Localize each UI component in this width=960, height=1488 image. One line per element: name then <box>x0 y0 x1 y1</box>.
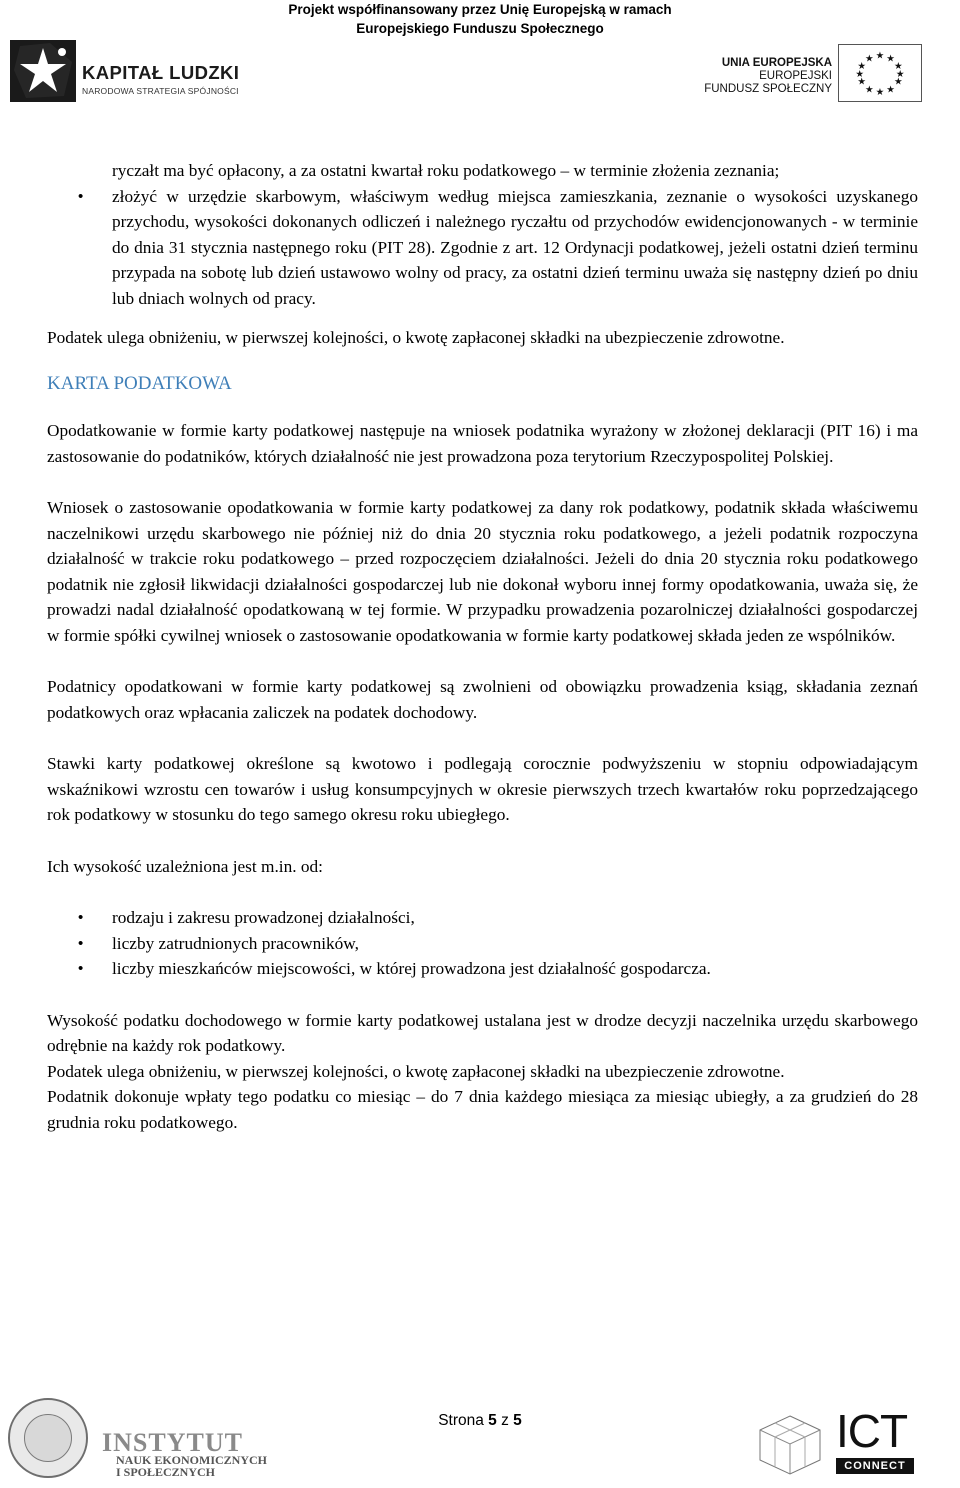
paragraph-6: Wysokość podatku dochodowego w formie karty podatkowej ustalana jest w drodze decyzji naczelnika urzędu skarbowego odrębnie na każdy rok podatkowy. <box>47 1010 918 1055</box>
svg-text:★: ★ <box>865 53 874 65</box>
eu-logo-line1: UNIA EUROPEJSKA <box>721 57 832 69</box>
kapital-ludzki-title: KAPITAŁ LUDZKI <box>82 62 240 83</box>
eu-logo <box>694 44 944 104</box>
page-separator: z <box>501 1412 509 1429</box>
institute-seal-icon <box>8 1398 88 1478</box>
svg-text:★: ★ <box>894 61 903 73</box>
ict-cube-icon <box>752 1412 828 1476</box>
eu-logo-text <box>704 57 832 96</box>
svg-text:★: ★ <box>857 76 866 88</box>
paragraph-3: Podatnicy opodatkowani w formie karty podatkowej są zwolnieni od obowiązku prowadzenia ksiąg, składania zeznań podatkowych oraz wpłacania zaliczek na podatek dochodowy. <box>47 677 918 722</box>
institute-logo-line3: I SPOŁECZNYCH <box>116 1465 216 1479</box>
page-label: Strona <box>438 1412 484 1429</box>
svg-text:★: ★ <box>886 84 895 96</box>
svg-text:★: ★ <box>875 87 885 99</box>
paragraph-tax-reduction: Podatek ulega obniżeniu, w pierwszej kolejności, o kwotę zapłaconej składki na ubezpieczenie zdrowotne. <box>47 328 785 347</box>
bullet-list <box>47 905 918 982</box>
eu-flag-icon <box>838 44 922 102</box>
banner-line-1: Projekt współfinansowany przez Unię Europejską w ramach <box>288 2 672 17</box>
institute-logo-line2: NAUK EKONOMICZNYCH <box>116 1453 268 1467</box>
paragraph-5: Ich wysokość uzależniona jest m.in. od: <box>47 856 323 876</box>
document-body <box>47 158 918 1135</box>
ict-connect-label: CONNECT <box>836 1458 914 1474</box>
svg-text:★: ★ <box>855 68 865 80</box>
svg-text:★: ★ <box>875 50 885 62</box>
eu-logo-line2: EUROPEJSKI <box>759 70 832 82</box>
svg-text:★: ★ <box>895 68 905 80</box>
list-item: • liczby mieszkańców miejscowości, w której prowadzona jest działalność gospodarcza. <box>47 956 918 982</box>
svg-text:★: ★ <box>857 61 866 73</box>
institute-logo <box>4 1392 268 1486</box>
paragraph-4: Stawki karty podatkowej określone są kwotowo i podlegają corocznie podwyższeniu w stopniu odpowiadającym wskaźnikowi wzrostu cen towarów i usług konsumpcyjnych w okresie pierwszych trzech kwartałów roku poprzedzającego rok podatkowy w stosunku do tego samego okresu roku ubiegłego. <box>47 754 918 824</box>
ict-word: ICT <box>836 1405 908 1457</box>
institute-logo-line1: INSTYTUT <box>102 1428 243 1457</box>
continued-paragraph: ryczałt ma być opłacony, a za ostatni kwartał roku podatkowego – w terminie złożenia zeznania; <box>112 161 780 180</box>
svg-text:★: ★ <box>865 84 874 96</box>
institute-logo-subtitle <box>116 1454 267 1478</box>
svg-text:★: ★ <box>894 76 903 88</box>
list-item: • rodzaju i zakresu prowadzonej działalności, <box>47 905 918 931</box>
page-current: 5 <box>488 1412 497 1429</box>
section-heading-karta-podatkowa: KARTA PODATKOWA <box>47 372 232 394</box>
paragraph-8: Podatnik dokonuje wpłaty tego podatku co miesiąc – do 7 dnia każdego miesiąca za miesiąc ubiegły, a za grudzień do 28 grudnia roku podatkowego. <box>47 1087 918 1132</box>
kapital-ludzki-logo <box>10 40 280 102</box>
bullet-item-submit-return: • złożyć w urzędzie skarbowym, właściwym według miejsca zamieszkania, zeznanie o wysokości uzyskanego przychodu, wysokości dokonanych odliczeń i należnego ryczałtu od przychodów ewidencjonowanych - w terminie do dnia 31 stycznia następnego roku (PIT 28). Zgodnie z art. 12 Ordynacji podatkowej, jeżeli ostatni dzień terminu przypada na sobotę lub dzień ustawowo wolny od pracy, za ostatni dzień terminu uważa się następny dzień po dniu lub dniach wolnych od pracy. <box>47 184 918 312</box>
page-total: 5 <box>513 1412 522 1429</box>
list-item: • liczby zatrudnionych pracowników, <box>47 931 918 957</box>
paragraph-7: Podatek ulega obniżeniu, w pierwszej kolejności, o kwotę zapłaconej składki na ubezpieczenie zdrowotne. <box>47 1061 785 1081</box>
header-banner <box>0 0 960 38</box>
ict-connect-logo <box>752 1405 922 1480</box>
paragraph-1: Opodatkowanie w formie karty podatkowej następuje na wniosek podatnika wyrażony w złożonej deklaracji (PIT 16) i ma zastosowanie do podatników, których działalność nie jest prowadzona poza terytorium Rzeczypospolitej Polskiej. <box>47 421 918 466</box>
eu-logo-line3: FUNDUSZ SPOŁECZNY <box>704 83 832 95</box>
svg-text:★: ★ <box>886 53 895 65</box>
kapital-ludzki-star-icon <box>10 40 76 102</box>
kapital-ludzki-subtitle: NARODOWA STRATEGIA SPÓJNOŚCI <box>82 86 239 96</box>
paragraph-2: Wniosek o zastosowanie opodatkowania w formie karty podatkowej za dany rok podatkowy, podatnik składa właściwemu naczelnikowi urzędu skarbowego nie później niż do dnia 20 stycznia roku podatkowego, a jeżeli podatnik rozpoczyna działalność w trakcie roku podatkowego – przed rozpoczęciem działalności. Jeżeli do dnia 20 stycznia roku podatkowego podatnik nie zgłosił likwidacji działalności gospodarczej lub nie dokonał wyboru innej formy opodatkowania, uważa się, że prowadzi nadal działalność opodatkowaną w tej formie. W przypadku prowadzenia pozarolniczej działalności gospodarczej w formie spółki cywilnej wniosek o zastosowanie opodatkowania w formie karty podatkowej składa jeden ze wspólników. <box>47 498 918 645</box>
banner-line-2: Europejskiego Funduszu Społecznego <box>356 21 604 36</box>
